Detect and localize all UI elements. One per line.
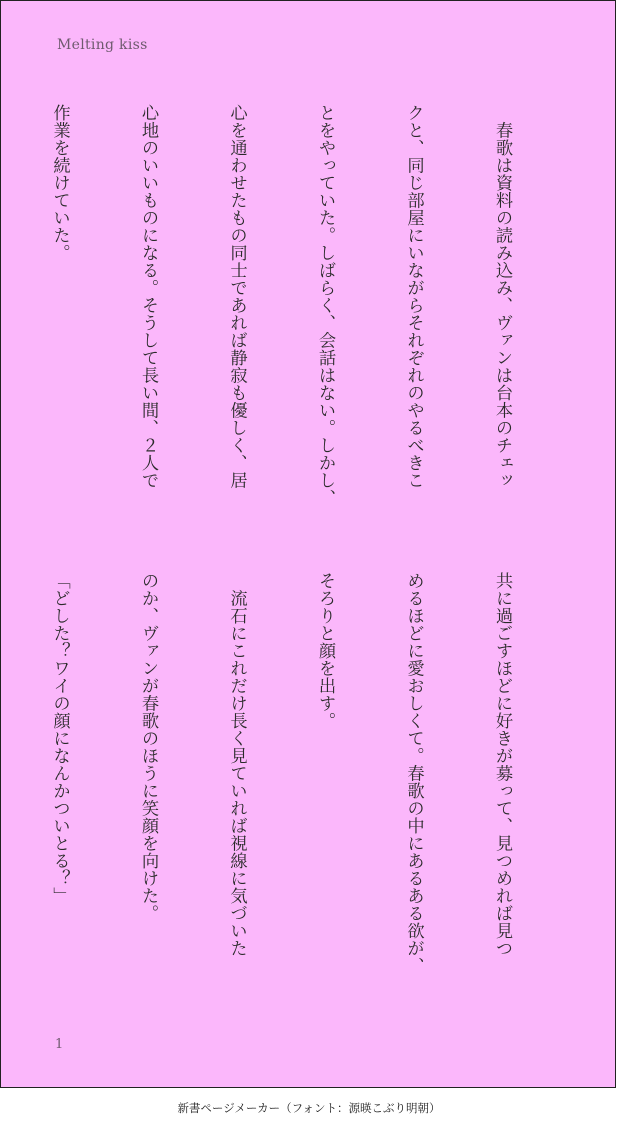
text-line: めるほどに愛おしくて。春歌の中にあるある欲が、 — [403, 572, 424, 975]
text-line: そろりと顔を出す。 — [315, 572, 335, 730]
upper-text-block — [35, 104, 575, 532]
page-number: 1 — [55, 1037, 64, 1052]
text-line: 「どした？ワイの顔になんかついとる？」 — [49, 572, 70, 905]
text-line: 作業を続けていた。 — [49, 104, 70, 262]
footer-caption: 新書ページメーカー（フォント：源暎こぶり明朝） — [177, 1101, 441, 1115]
text-line: のか、ヴァンが春歌のほうに笑顔を向けた。 — [138, 572, 158, 922]
text-line: 心地のいいものになる。そうして長い間、２人で — [138, 104, 158, 489]
text-line: とをやっていた。しばらく、会話はない。しかし、 — [315, 104, 335, 507]
lower-text-block — [35, 572, 575, 1000]
page-title: Melting kiss — [57, 37, 148, 53]
text-line: 流石にこれだけ長く見ていれば視線に気づいた — [226, 572, 247, 957]
text-line: 共に過ごすほどに好きが募って、見つめれば見つ — [492, 572, 512, 957]
text-line: 心を通わせたもの同士であれば静寂も優しく、居 — [226, 104, 247, 489]
text-line: クと、同じ部屋にいながらそれぞれのやるべきこ — [403, 104, 424, 489]
text-line: 春歌は資料の読み込み、ヴァンは台本のチェッ — [492, 104, 512, 489]
